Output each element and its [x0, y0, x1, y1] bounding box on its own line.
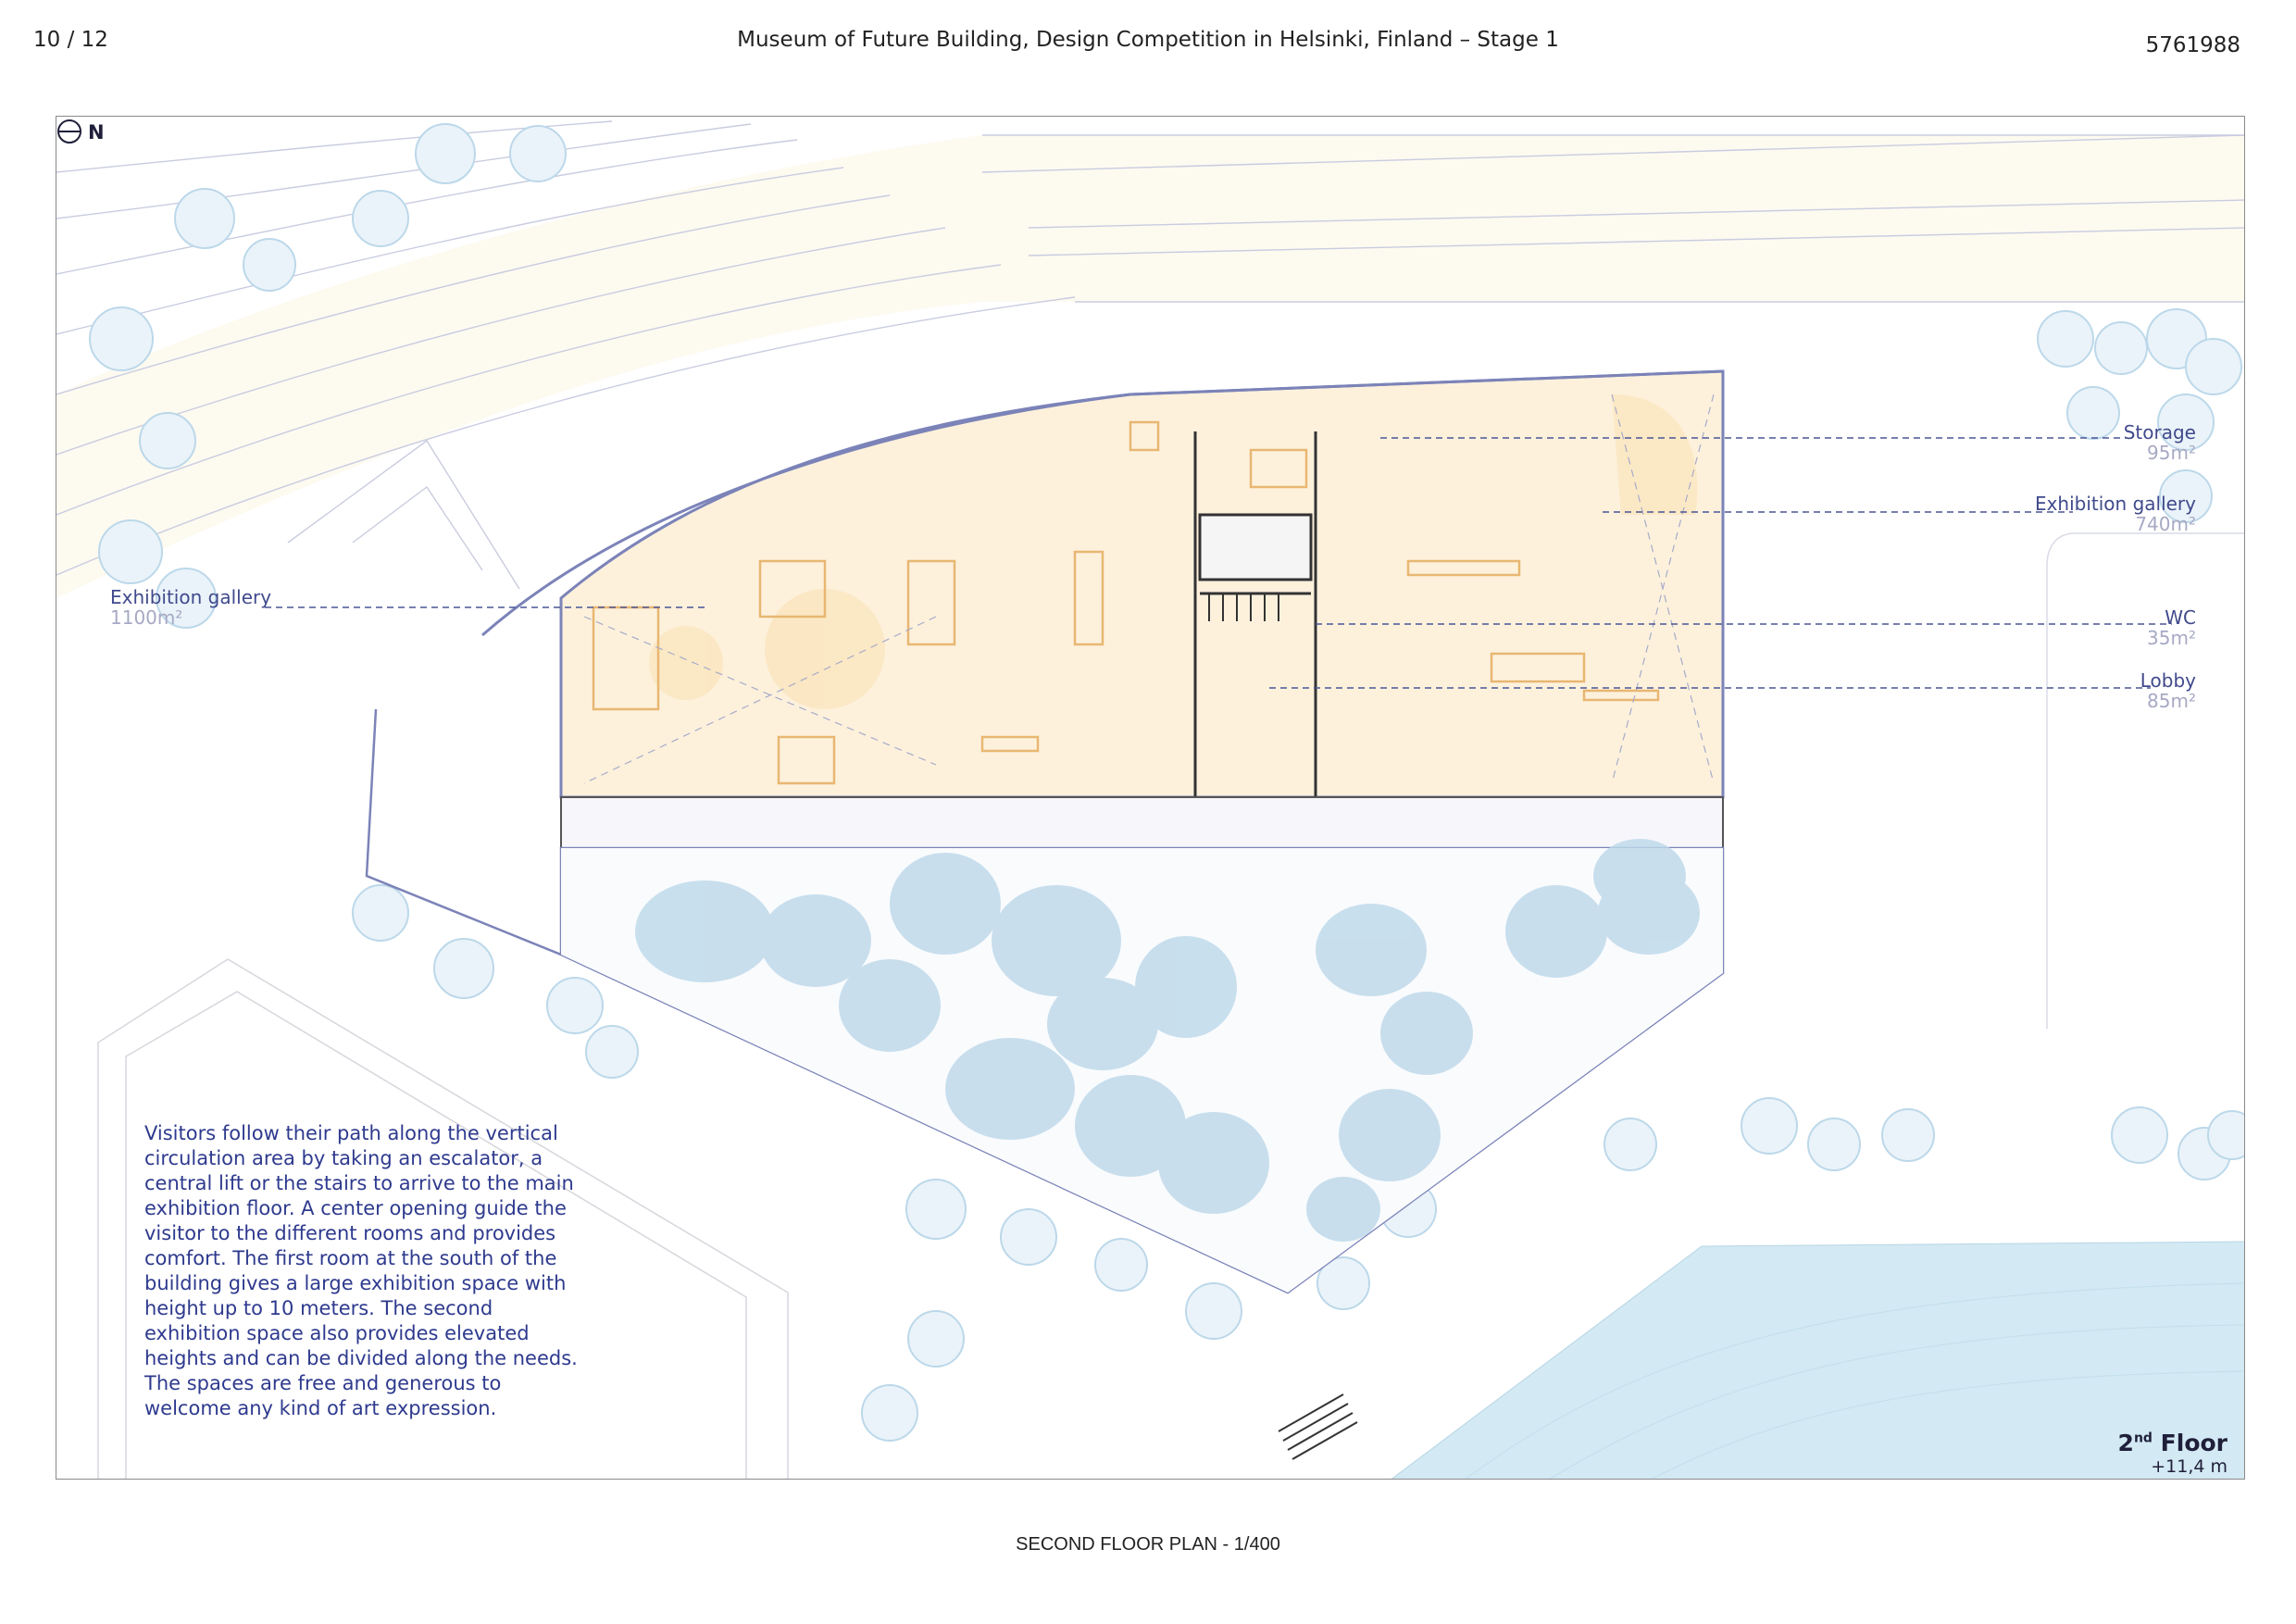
park-edge: [2047, 533, 2245, 1029]
corridor-band: [561, 797, 1723, 848]
label-exhibition-gallery-1100: [110, 587, 271, 628]
floor-plan-drawing: [56, 116, 2245, 1480]
room-area: 95m²: [2147, 442, 2196, 464]
floor-level: +11,4 m: [2151, 1456, 2227, 1477]
room-area: 85m²: [2147, 690, 2196, 712]
room-name: WC: [2165, 606, 2196, 629]
floor-word: Floor: [2160, 1430, 2227, 1456]
floor-suffix: nd: [2133, 1430, 2152, 1446]
label-exhibition-gallery-740: [2035, 493, 2196, 534]
label-wc: [2147, 607, 2196, 648]
floor-number: 2: [2117, 1430, 2134, 1456]
lake-steps: [1279, 1394, 1357, 1459]
project-code: 5761988: [2145, 33, 2240, 57]
north-arrow-icon: [56, 117, 112, 146]
plan-description: Visitors follow their path along the vertical circulation area by taking an escalator, a central lift or the stairs to arrive to the main exhibition floor. A center opening guide the visitor to the different rooms and provides comfort. The first room at the south of the building gives a large exhibition space with height up to 10 meters. The second exhibition space also provides elevated heights and can be divided along the needs. The spaces are free and generous to welcome any kind of art expression.: [144, 1122, 578, 1419]
water-body: [1390, 1242, 2245, 1480]
building-footprint: [561, 371, 1723, 797]
floor-indicator: [2118, 1430, 2227, 1477]
room-area: 1100m²: [110, 606, 183, 629]
room-name: Exhibition gallery: [2034, 493, 2196, 515]
room-area: 35m²: [2147, 627, 2196, 649]
plan-caption: SECOND FLOOR PLAN - 1/400: [1016, 1534, 1280, 1555]
label-storage: [2124, 422, 2196, 463]
floor-name: [2118, 1430, 2227, 1456]
room-name: Lobby: [2140, 669, 2196, 692]
room-area: 740m²: [2135, 513, 2196, 535]
label-lobby: [2140, 670, 2196, 711]
room-name: Storage: [2123, 421, 2196, 443]
north-letter: N: [88, 121, 105, 144]
page-title: Museum of Future Building, Design Competition in Helsinki, Finland – Stage 1: [737, 28, 1559, 52]
room-name: Exhibition gallery: [110, 586, 272, 608]
page-number: 10 / 12: [33, 28, 108, 52]
